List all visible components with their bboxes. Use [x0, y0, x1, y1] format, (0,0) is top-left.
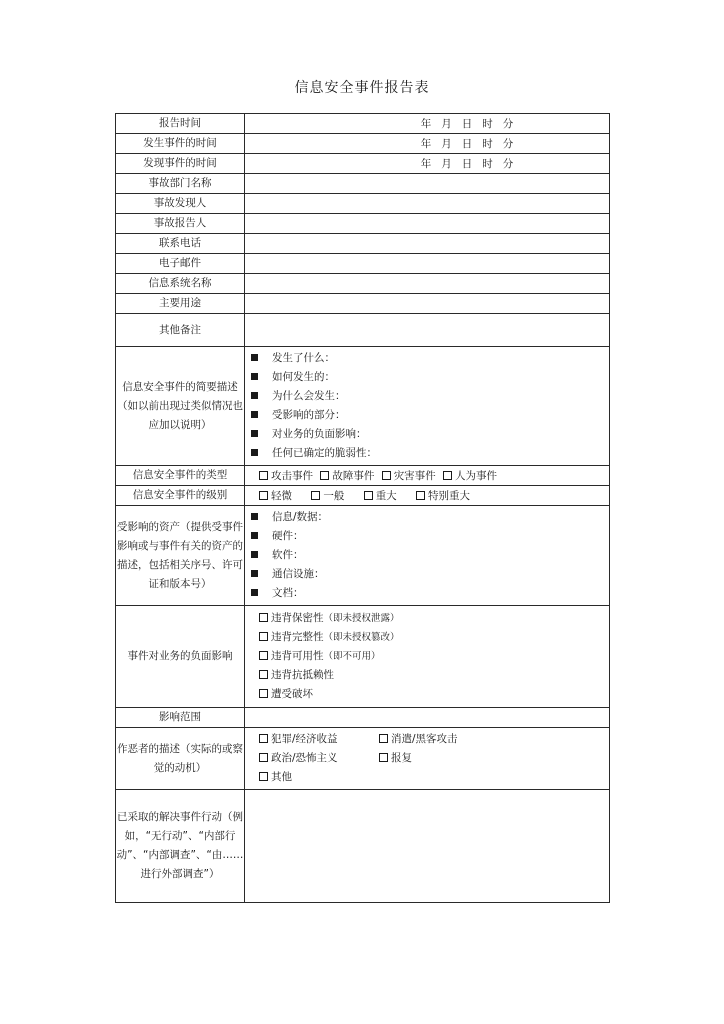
bullet-icon	[251, 570, 258, 577]
checkbox-icon[interactable]	[259, 689, 268, 698]
label-system-name: 信息系统名称	[116, 274, 245, 294]
report-form-table	[115, 113, 610, 903]
impact-option-non-repudiation[interactable]: 违背抗抵赖性	[259, 666, 609, 685]
dept-field[interactable]	[245, 174, 610, 194]
row-type	[116, 466, 610, 486]
label-type: 信息安全事件的类型	[116, 466, 245, 486]
label-report-time: 报告时间	[116, 114, 245, 134]
day-label: 日	[461, 138, 473, 150]
level-option-major[interactable]: 重大	[364, 490, 397, 502]
brief-item: 如何发生的：	[251, 368, 609, 387]
label-reporter: 事故报告人	[116, 214, 245, 234]
checkbox-icon[interactable]	[320, 471, 329, 480]
scope-field[interactable]	[245, 708, 610, 728]
assets-field[interactable]	[245, 506, 610, 606]
level-options	[245, 486, 610, 506]
row-brief	[116, 347, 610, 466]
label-email: 电子邮件	[116, 254, 245, 274]
occur-time-field[interactable]	[245, 134, 610, 154]
actions-field[interactable]	[245, 790, 610, 903]
row-occur-time	[116, 134, 610, 154]
hour-label: 时	[482, 158, 493, 170]
asset-item: 硬件：	[251, 527, 609, 546]
brief-item: 发生了什么：	[251, 349, 609, 368]
checkbox-icon[interactable]	[259, 670, 268, 679]
label-dept: 事故部门名称	[116, 174, 245, 194]
row-report-time	[116, 114, 610, 134]
year-label: 年	[420, 118, 432, 130]
row-purpose	[116, 294, 610, 314]
row-scope	[116, 708, 610, 728]
bullet-icon	[251, 373, 258, 380]
impact-options	[245, 606, 610, 708]
row-assets	[116, 506, 610, 606]
checkbox-icon[interactable]	[382, 471, 391, 480]
year-label: 年	[420, 138, 432, 150]
row-impact	[116, 606, 610, 708]
label-level: 信息安全事件的级别	[116, 486, 245, 506]
brief-field[interactable]	[245, 347, 610, 466]
checkbox-icon[interactable]	[379, 753, 388, 762]
label-occur-time: 发生事件的时间	[116, 134, 245, 154]
label-remarks: 其他备注	[116, 314, 245, 347]
asset-item: 软件：	[251, 546, 609, 565]
page-title: 信息安全事件报告表	[294, 80, 430, 96]
checkbox-icon[interactable]	[259, 651, 268, 660]
asset-item: 通信设施：	[251, 565, 609, 584]
row-discover-time	[116, 154, 610, 174]
attacker-option-other[interactable]: 其他	[259, 771, 292, 783]
minute-label: 分	[502, 158, 514, 170]
row-level	[116, 486, 610, 506]
label-discoverer: 事故发现人	[116, 194, 245, 214]
checkbox-icon[interactable]	[259, 491, 268, 500]
label-assets: 受影响的资产（提供受事件影响或与事件有关的资产的描述，包括相关序号、许可证和版本号）	[116, 506, 245, 606]
row-email	[116, 254, 610, 274]
checkbox-icon[interactable]	[379, 734, 388, 743]
label-purpose: 主要用途	[116, 294, 245, 314]
bullet-icon	[251, 551, 258, 558]
brief-item: 受影响的部分：	[251, 406, 609, 425]
purpose-field[interactable]	[245, 294, 610, 314]
email-field[interactable]	[245, 254, 610, 274]
level-option-minor[interactable]: 轻微	[259, 490, 292, 502]
checkbox-icon[interactable]	[443, 471, 452, 480]
bullet-icon	[251, 411, 258, 418]
discoverer-field[interactable]	[245, 194, 610, 214]
type-options	[245, 466, 610, 486]
attacker-option-revenge[interactable]: 报复	[379, 752, 412, 764]
label-actions: 已采取的解决事件行动（例如，“无行动”、“内部行动”、“内部调查”、“由……进行外部调查”）	[116, 790, 245, 903]
month-label: 月	[441, 118, 452, 130]
day-label: 日	[461, 158, 473, 170]
checkbox-icon[interactable]	[364, 491, 373, 500]
label-phone: 联系电话	[116, 234, 245, 254]
minute-label: 分	[502, 138, 514, 150]
bullet-icon	[251, 449, 258, 456]
impact-option-confidentiality[interactable]: 违背保密性（即未授权泄露）	[259, 609, 609, 628]
label-attacker: 作恶者的描述（实际的或察觉的动机）	[116, 728, 245, 790]
bullet-icon	[251, 532, 258, 539]
type-option-human[interactable]: 人为事件	[443, 470, 497, 482]
checkbox-icon[interactable]	[311, 491, 320, 500]
checkbox-icon[interactable]	[259, 632, 268, 641]
minute-label: 分	[502, 118, 514, 130]
type-option-disaster[interactable]: 灾害事件	[382, 470, 436, 482]
row-attacker	[116, 728, 610, 790]
month-label: 月	[441, 158, 452, 170]
phone-field[interactable]	[245, 234, 610, 254]
report-time-field[interactable]	[245, 114, 610, 134]
bullet-icon	[251, 513, 258, 520]
attacker-option-crime[interactable]: 犯罪/经济收益	[259, 730, 379, 749]
remarks-field[interactable]	[245, 314, 610, 347]
level-option-critical[interactable]: 特别重大	[416, 490, 470, 502]
brief-item: 任何已确定的脆弱性：	[251, 444, 609, 463]
hour-label: 时	[482, 118, 493, 130]
system-name-field[interactable]	[245, 274, 610, 294]
month-label: 月	[441, 138, 452, 150]
row-reporter	[116, 214, 610, 234]
checkbox-icon[interactable]	[259, 753, 268, 762]
asset-item: 信息/数据：	[251, 508, 609, 527]
label-scope: 影响范围	[116, 708, 245, 728]
attacker-option-hacker[interactable]: 消遣/黑客攻击	[379, 733, 458, 745]
label-impact: 事件对业务的负面影响	[116, 606, 245, 708]
reporter-field[interactable]	[245, 214, 610, 234]
level-option-general[interactable]: 一般	[311, 490, 344, 502]
bullet-icon	[251, 589, 258, 596]
impact-option-damage[interactable]: 遭受破坏	[259, 685, 609, 704]
row-system-name	[116, 274, 610, 294]
impact-option-availability[interactable]: 违背可用性（即不可用）	[259, 647, 609, 666]
day-label: 日	[461, 118, 473, 130]
bullet-icon	[251, 430, 258, 437]
brief-item: 对业务的负面影响：	[251, 425, 609, 444]
row-phone	[116, 234, 610, 254]
type-option-attack[interactable]: 攻击事件	[259, 470, 313, 482]
asset-item: 文档：	[251, 584, 609, 603]
row-discoverer	[116, 194, 610, 214]
checkbox-icon[interactable]	[259, 734, 268, 743]
hour-label: 时	[482, 138, 493, 150]
discover-time-field[interactable]	[245, 154, 610, 174]
year-label: 年	[420, 158, 432, 170]
row-dept	[116, 174, 610, 194]
checkbox-icon[interactable]	[259, 471, 268, 480]
attacker-option-politics[interactable]: 政治/恐怖主义	[259, 749, 379, 768]
type-option-fault[interactable]: 故障事件	[320, 470, 374, 482]
checkbox-icon[interactable]	[416, 491, 425, 500]
bullet-icon	[251, 392, 258, 399]
row-actions	[116, 790, 610, 903]
brief-item: 为什么会发生：	[251, 387, 609, 406]
impact-option-integrity[interactable]: 违背完整性（即未授权篡改）	[259, 628, 609, 647]
row-remarks	[116, 314, 610, 347]
bullet-icon	[251, 354, 258, 361]
label-discover-time: 发现事件的时间	[116, 154, 245, 174]
attacker-options	[245, 728, 610, 790]
checkbox-icon[interactable]	[259, 613, 268, 622]
checkbox-icon[interactable]	[259, 772, 268, 781]
label-brief: 信息安全事件的简要描述（如以前出现过类似情况也应加以说明）	[116, 347, 245, 466]
